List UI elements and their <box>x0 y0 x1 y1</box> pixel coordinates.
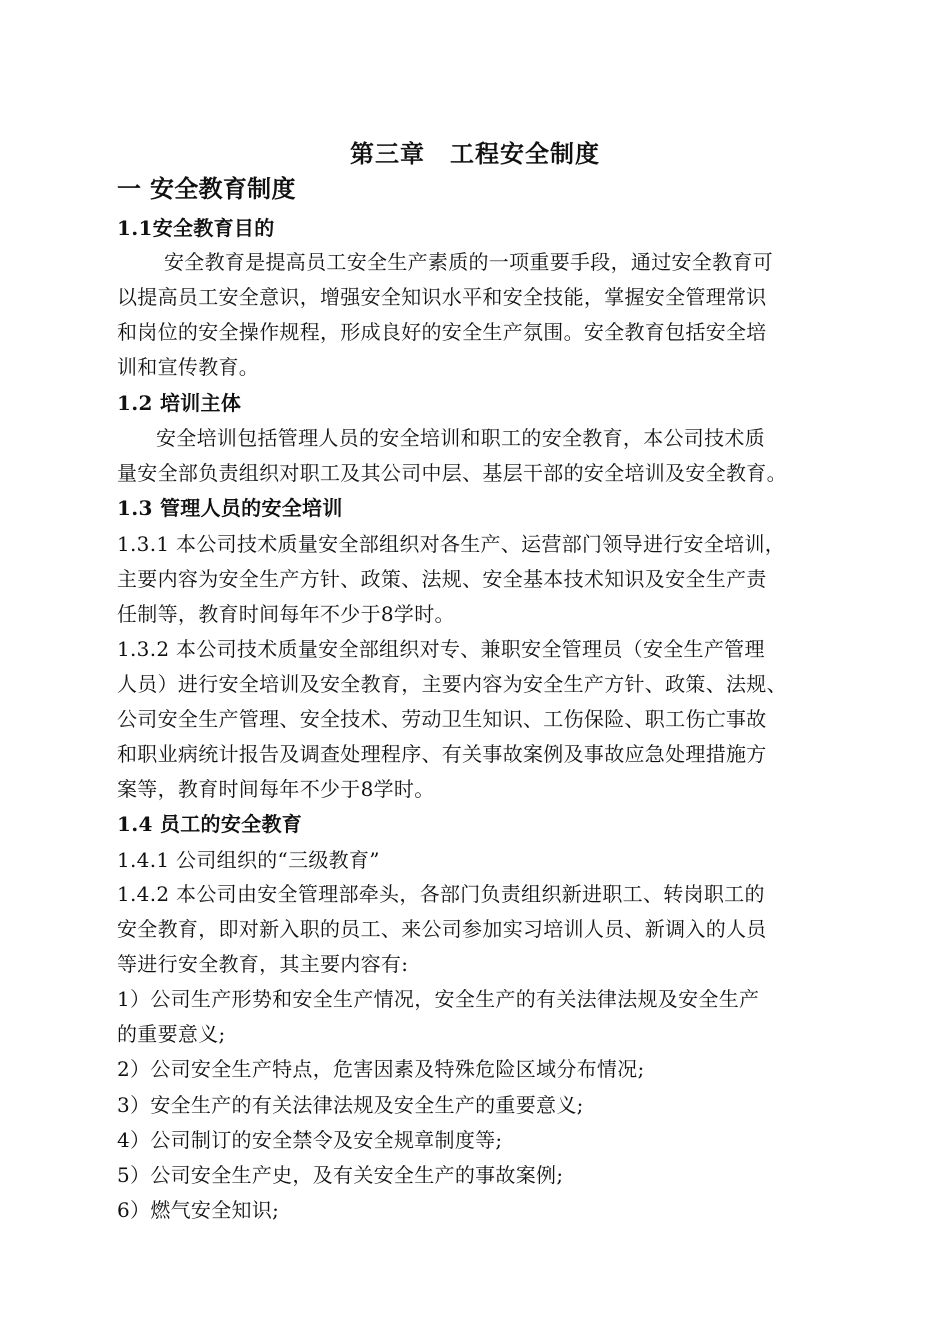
paragraph-line: 和岗位的安全操作规程，形成良好的安全生产氛围。安全教育包括安全培 <box>117 320 767 344</box>
list-item: 4）公司制订的安全禁令及安全规章制度等; <box>117 1128 503 1152</box>
list-item: 3）安全生产的有关法律法规及安全生产的重要意义; <box>117 1093 584 1117</box>
paragraph-line: 1.4.1 公司组织的“三级教育” <box>117 848 380 872</box>
subsection-heading-1-1: 1.1安全教育目的 <box>117 216 275 240</box>
paragraph-line: 和职业病统计报告及调查处理程序、有关事故案例及事故应急处理措施方 <box>117 742 767 766</box>
page-title: 第三章 工程安全制度 <box>350 139 600 168</box>
paragraph-line: 公司安全生产管理、安全技术、劳动卫生知识、工伤保险、职工伤亡事故 <box>117 707 767 731</box>
paragraph-line: 1.3.2 本公司技术质量安全部组织对专、兼职安全管理员（安全生产管理 <box>117 637 765 661</box>
paragraph-line: 以提高员工安全意识，增强安全知识水平和安全技能，掌握安全管理常识 <box>117 285 767 309</box>
paragraph-line: 任制等，教育时间每年不少于8学时。 <box>117 602 455 626</box>
paragraph-line: 训和宣传教育。 <box>117 355 260 379</box>
paragraph-line: 1.3.1 本公司技术质量安全部组织对各生产、运营部门领导进行安全培训， <box>117 532 786 556</box>
subsection-heading-1-2: 1.2 培训主体 <box>117 391 242 415</box>
list-item: 6）燃气安全知识; <box>117 1198 280 1222</box>
section-heading-1: 一 安全教育制度 <box>117 174 296 203</box>
paragraph-line: 量安全部负责组织对职工及其公司中层、基层干部的安全培训及安全教育。 <box>117 461 787 485</box>
paragraph-line: 人员）进行安全培训及安全教育，主要内容为安全生产方针、政策、法规、 <box>117 672 787 696</box>
paragraph-line: 案等，教育时间每年不少于8学时。 <box>117 777 435 801</box>
paragraph-line: 1.4.2 本公司由安全管理部牵头，各部门负责组织新进职工、转岗职工的 <box>117 882 765 906</box>
subsection-heading-1-3: 1.3 管理人员的安全培训 <box>117 496 343 520</box>
paragraph-line: 安全培训包括管理人员的安全培训和职工的安全教育，本公司技术质 <box>156 426 765 450</box>
paragraph-line: 主要内容为安全生产方针、政策、法规、安全基本技术知识及安全生产责 <box>117 567 767 591</box>
paragraph-line: 安全教育，即对新入职的员工、来公司参加实习培训人员、新调入的人员 <box>117 917 767 941</box>
list-item: 2）公司安全生产特点，危害因素及特殊危险区域分布情况; <box>117 1057 645 1081</box>
paragraph-line: 安全教育是提高员工安全生产素质的一项重要手段，通过安全教育可 <box>164 250 773 274</box>
subsection-heading-1-4: 1.4 员工的安全教育 <box>117 812 303 836</box>
list-item: 5）公司安全生产史，及有关安全生产的事故案例; <box>117 1163 564 1187</box>
list-item: 1）公司生产形势和安全生产情况，安全生产的有关法律法规及安全生产 <box>117 987 760 1011</box>
list-item: 的重要意义; <box>117 1022 226 1046</box>
paragraph-line: 等进行安全教育，其主要内容有: <box>117 952 409 976</box>
